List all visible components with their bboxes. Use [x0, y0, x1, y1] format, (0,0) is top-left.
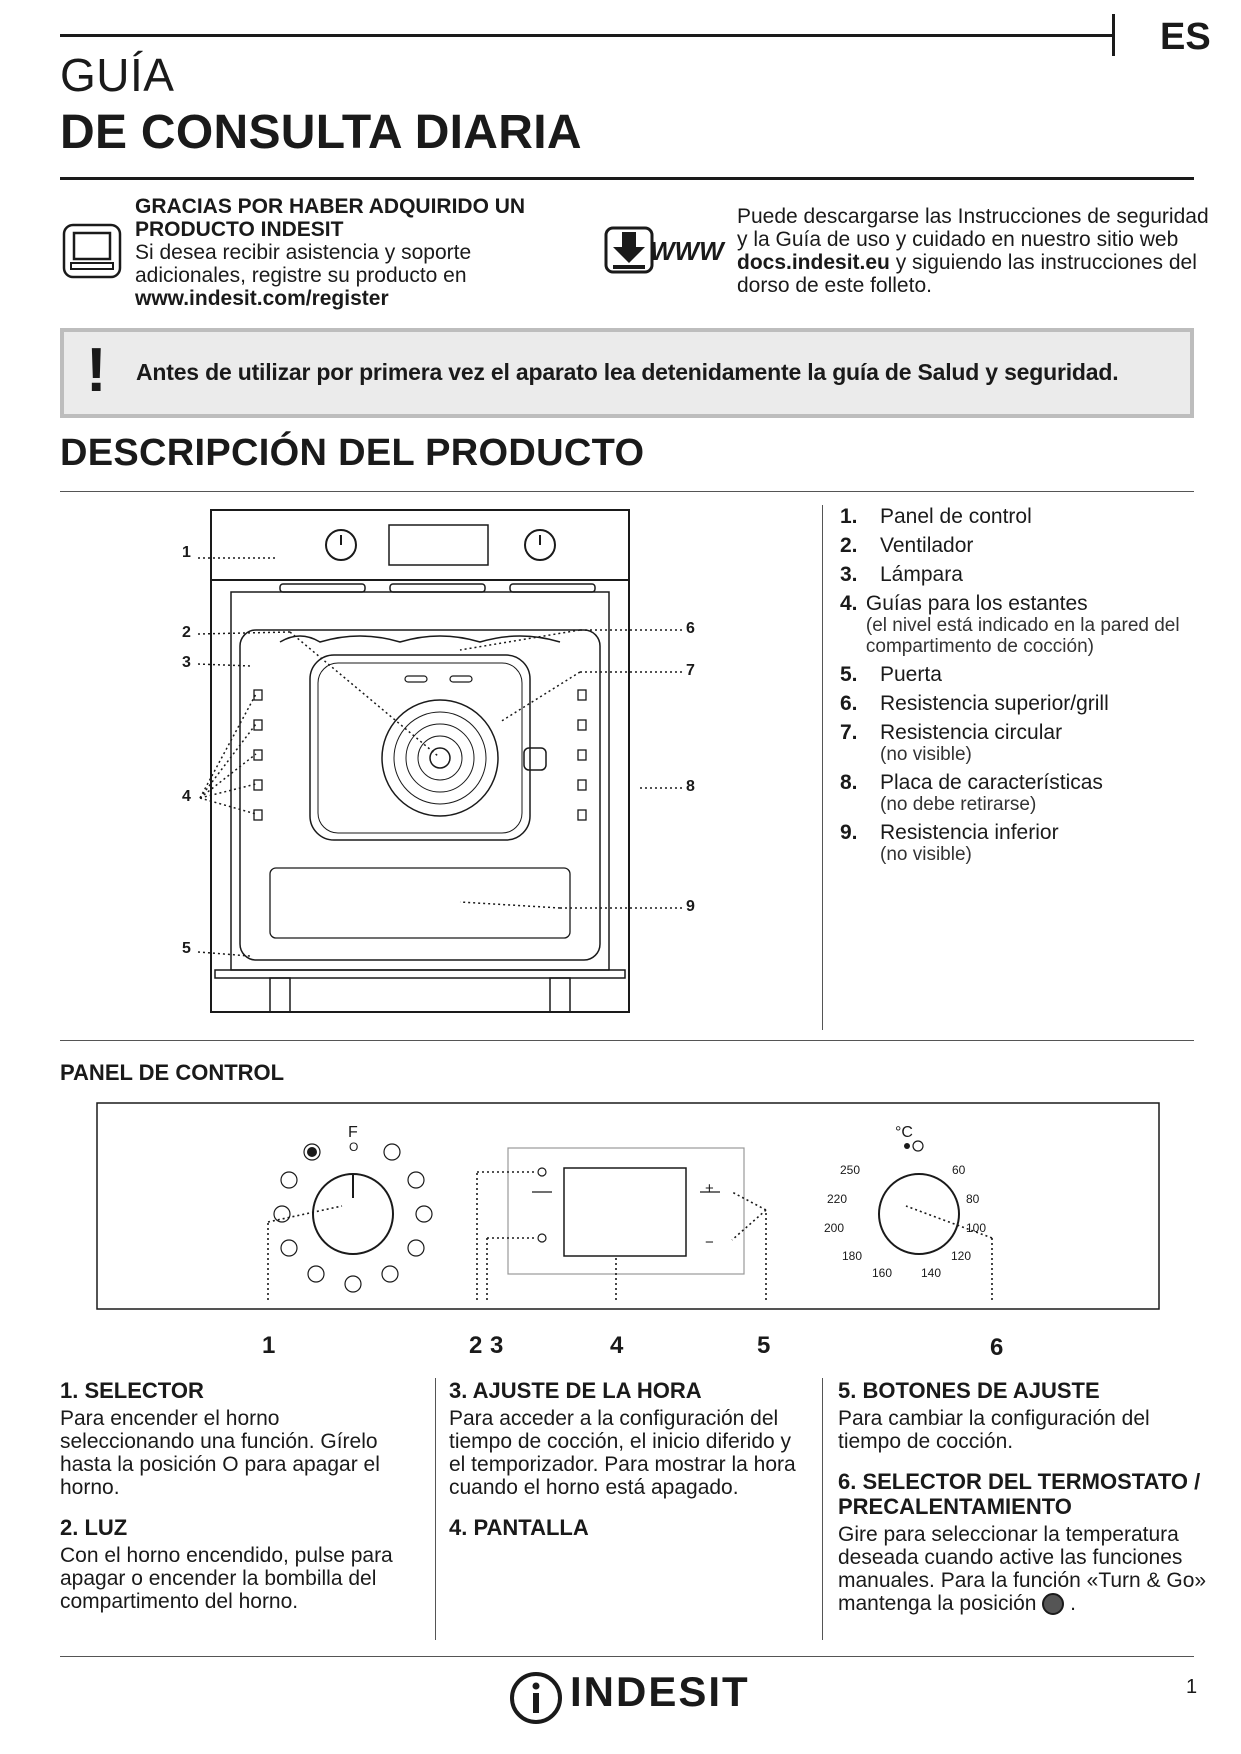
- diagram-callout-9: 9: [686, 898, 695, 915]
- panel-callout-3: 3: [490, 1332, 504, 1359]
- selector-body: Para encender el horno seleccionando una función. Gírelo hasta la posición O para apagar el horno.: [60, 1407, 380, 1499]
- temp-200: 200: [824, 1221, 845, 1235]
- diagram-callout-1: 1: [182, 544, 191, 561]
- title-line-1: GUÍA: [60, 49, 175, 101]
- legend-item: 6. Resistencia superior/grill: [840, 692, 1109, 715]
- thermostat-body: Gire para seleccionar la temperatura deseada cuando active las funciones manuales. Para la función «Turn & Go» mantenga la posición .: [838, 1523, 1207, 1615]
- download-text: [737, 205, 1217, 297]
- column-2: [449, 1378, 799, 1544]
- brand-logo-mark: [508, 1670, 564, 1731]
- display-title: 4. PANTALLA: [449, 1515, 589, 1540]
- light-body: Con el horno encendido, pulse para apagar o encender la bombilla del compartimento del horno.: [60, 1544, 393, 1613]
- legend-item: 8. Placa de características (no debe retirarse): [840, 771, 1103, 815]
- diagram-callout-7: 7: [686, 662, 695, 679]
- legend-item: 7. Resistencia circular (no visible): [840, 721, 1063, 765]
- diagram-callout-3: 3: [182, 654, 191, 671]
- title-rule: [60, 177, 1194, 180]
- adjust-minus-button[interactable]: −: [705, 1234, 714, 1251]
- panel-callout-5: 5: [757, 1332, 771, 1359]
- panel-heading: PANEL DE CONTROL: [60, 1060, 285, 1085]
- column-1: [60, 1378, 410, 1629]
- language-code: ES: [1160, 16, 1211, 58]
- adjust-title: 5. BOTONES DE AJUSTE: [838, 1378, 1100, 1403]
- control-panel-diagram: [96, 1102, 1162, 1317]
- adjust-body: Para cambiar la configuración del tiempo de cocción.: [838, 1407, 1150, 1453]
- diagram-callout-8: 8: [686, 778, 695, 795]
- legend-item: 3. Lámpara: [840, 563, 963, 586]
- thermostat-title: 6. SELECTOR DEL TERMOSTATO / PRECALENTAMIENTO: [838, 1469, 1201, 1519]
- turn-and-go-icon: [1042, 1593, 1064, 1615]
- download-icon: [604, 226, 656, 281]
- download-site[interactable]: docs.indesit.eu: [737, 251, 890, 274]
- temp-80: 80: [966, 1192, 980, 1206]
- warning-mark: !: [86, 336, 107, 405]
- legend-item: 5. Puerta: [840, 663, 942, 686]
- panel-rule: [60, 1040, 1194, 1041]
- header-tick: [1112, 14, 1115, 56]
- panel-callout-4: 4: [610, 1332, 624, 1359]
- oven-diagram: [160, 500, 720, 1025]
- parts-legend: [840, 505, 1220, 871]
- header-rule: [60, 34, 1114, 37]
- temp-120: 120: [951, 1249, 972, 1263]
- legend-item: 4. Guías para los estantes (el nivel está indicado en la pared del compartimento de cocción): [840, 592, 1180, 657]
- panel-callout-1: 1: [262, 1332, 276, 1359]
- diagram-callout-6: 6: [686, 620, 695, 637]
- column-divider-2: [822, 1378, 823, 1640]
- temp-100: 100: [966, 1221, 987, 1235]
- register-url[interactable]: www.indesit.com/register: [135, 287, 389, 310]
- legend-divider: [822, 505, 823, 1030]
- selector-off-mark: O: [349, 1140, 359, 1154]
- column-3: [838, 1378, 1208, 1631]
- selector-title: 1. SELECTOR: [60, 1378, 204, 1403]
- panel-callout-2: 2: [469, 1332, 483, 1359]
- download-text-after: y siguiendo las instrucciones del dorso de este folleto.: [737, 251, 1197, 297]
- brand-logo-text: INDESIT: [570, 1668, 750, 1715]
- diagram-callout-5: 5: [182, 940, 191, 957]
- temp-140: 140: [921, 1266, 942, 1280]
- legend-item: 1. Panel de control: [840, 505, 1032, 528]
- title-line-2: DE CONSULTA DIARIA: [60, 106, 582, 159]
- clock-title: 3. AJUSTE DE LA HORA: [449, 1378, 702, 1403]
- light-title: 2. LUZ: [60, 1515, 128, 1540]
- register-heading: GRACIAS POR HABER ADQUIRIDO UN PRODUCTO INDESIT: [135, 195, 526, 241]
- product-rule: [60, 491, 1194, 492]
- legend-item: 9. Resistencia inferior (no visible): [840, 821, 1059, 865]
- register-text: [135, 195, 555, 310]
- selector-label: F: [348, 1124, 358, 1141]
- temp-220: 220: [827, 1192, 848, 1206]
- temp-60: 60: [952, 1163, 966, 1177]
- warning-text: Antes de utilizar por primera vez el aparato lea detenidamente la guía de Salud y seguridad.: [136, 359, 1119, 385]
- clock-body: Para acceder a la configuración del tiempo de cocción, el inicio diferido y el temporizador. Para mostrar la hora cuando el horno está apagado.: [449, 1407, 796, 1499]
- diagram-callout-2: 2: [182, 624, 191, 641]
- footer-rule: [60, 1656, 1194, 1657]
- panel-callout-6: 6: [990, 1334, 1004, 1361]
- computer-icon: [62, 223, 122, 284]
- download-icon-text: WWW: [650, 236, 724, 266]
- page-number: 1: [1186, 1676, 1198, 1698]
- temp-180: 180: [842, 1249, 863, 1263]
- thermostat-unit: °C: [895, 1124, 913, 1141]
- temp-160: 160: [872, 1266, 893, 1280]
- product-heading: DESCRIPCIÓN DEL PRODUCTO: [60, 432, 645, 474]
- temp-250: 250: [840, 1163, 861, 1177]
- download-text-before: Puede descargarse las Instrucciones de seguridad y la Guía de uso y cuidado en nuestro sitio web: [737, 205, 1209, 251]
- legend-item: 2. Ventilador: [840, 534, 974, 557]
- diagram-callout-4: 4: [182, 788, 191, 805]
- register-body: Si desea recibir asistencia y soporte adicionales, registre su producto en: [135, 241, 472, 287]
- column-divider-1: [435, 1378, 436, 1640]
- adjust-plus-button[interactable]: +: [705, 1180, 714, 1197]
